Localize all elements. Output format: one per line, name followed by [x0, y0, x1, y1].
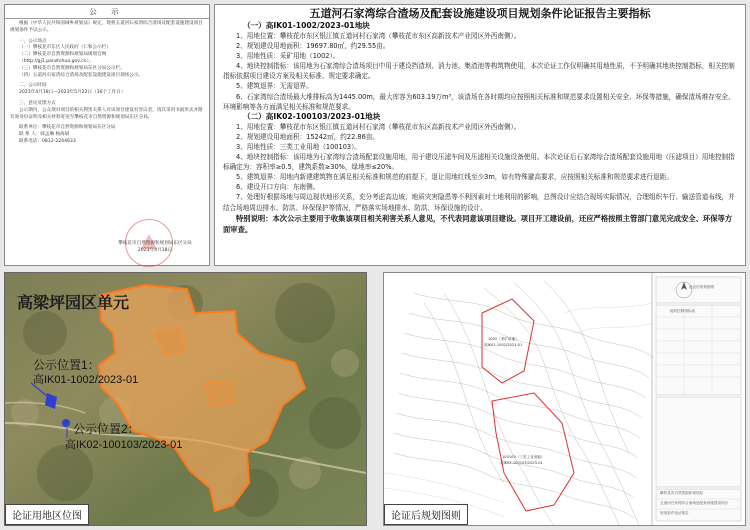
plan-index-table-title: 地块控制指标表 — [670, 309, 696, 313]
parcel-2-label: 100103（三类工业用地） — [502, 455, 545, 459]
report-line: 1、用地位置：攀枝花市东区银江镇五道河村石家湾（攀枝花市东区高新技术产业园区外西南侧）。 — [236, 32, 521, 40]
notice-sign-org: 攀枝花市自然资源和规划局东区分局 — [118, 241, 192, 246]
notice-paragraph: （二）攀枝花市自然资源和规划局规划官网 — [19, 52, 107, 58]
map-area-title: 高梁坪园区单元 — [17, 295, 130, 312]
report-line: 4、地块控制指标：该用地为石家湾综合渣场配套设施用地，用于建设压滤车间及压滤相关设施设备使用。本次论证后石家湾综合渣场配套设施用地（压滤项目）用地控制指标确定为：容积率≥0.5，建筑系数≥30%，绿地率≤20%。 — [223, 153, 735, 172]
notice-paragraph: 公示期内，公众须对项目的相关利害关系人对该项目建设有异议者，请其采用书面形式并附有效身份证明及相关材料寄送至攀枝花市自然资源和规划局东区分局。 — [10, 107, 203, 120]
report-line: 5、建筑退界：用地内新建建筑物在满足相关标准和规范的前提下，退让用地红线至少3m，如有特殊避高要求，应按照相关标准和规范要求进行退距。 — [236, 173, 673, 182]
notice-paragraph: 一、公示场点 — [19, 38, 47, 44]
site-2-label: 公示位置2： — [73, 422, 140, 436]
sub-parcel — [205, 381, 233, 405]
notice-paragraph: 联 系 人：韩孟琳 杨海斌 — [19, 132, 70, 138]
report-line: 7、处理好根据场地与周边现状地形关系，充分考虑高边坡、地质灾害隐患等不利因素对土地利用的影响，总图设计应结合现场实际情况，合理组织车行、输送管道布线，并结合场地周边排水、防洪、环保保护等情况，严格落实场地排水、防洪、环保设施的设计。 — [223, 193, 735, 212]
notice-sign-date: 2023年4月18日 — [137, 247, 173, 253]
report-panel — [214, 4, 746, 266]
parcel-1-label: 1002（采矿用地） — [488, 337, 519, 341]
notice-paragraph: （一）攀枝花市东区人民政府（仁和公示栏） — [19, 45, 111, 51]
site-marker-2 — [62, 419, 70, 427]
notice-signature — [105, 241, 205, 255]
map-caption: 论证用地区位图 — [5, 504, 89, 525]
planning-map-panel — [383, 272, 746, 526]
section-heading: （二）高IK02-100103/2023-01地块 — [243, 111, 381, 121]
report-line: 4、地块控制指标：该用地为石家湾综合渣场项目中用于建设挡渣坝、消力池、集渣池等构筑物使用，本次论证工作仅明确其用地性质，不予明确其地块控制指标，相关控制指标依据项目建设方案及相关标准、规定要求确定。 — [223, 62, 735, 81]
notice-paragraph: 根据《中华人民共和国城乡规划法》规定，现将五道河石家湾综合渣场及配套设施建设项目规划条件予以公示。 — [10, 21, 203, 33]
notice-paragraph: （四）五道河石家湾综合渣场及配套设施建设项目现场公示。 — [19, 72, 144, 78]
site-2-code: 高IK02-100103/2023-01 — [65, 439, 183, 451]
site-1-code: 高IK01-1002/2023-01 — [33, 374, 139, 386]
notice-paragraph: 联系电话：0812-2244633 — [19, 138, 76, 144]
report-line: 3、用地性质：采矿用地（1002）。 — [236, 52, 340, 61]
map-caption: 论证后规划图则 — [384, 504, 468, 525]
parcel-1-code: 高IK01-1002/2023-01 — [484, 343, 523, 347]
report-line: 6、石家湾综合渣场最大堆排标高为1445.00m，最大库容为603.19万m³，该渣场在各时期均应按照相关标准和规范要求设置相关安全、环保等措施，确保渣场堆存安全、环境影响等各方面满足相关标准和规范要求。 — [223, 92, 735, 111]
report-title: 五道河石家湾综合渣场及配套设施建设项目规划条件论证报告主要指标 — [309, 7, 651, 20]
report-line: 2、规划建设用地面积：19697.80㎡，约29.55亩。 — [236, 42, 390, 51]
location-map-panel — [4, 272, 367, 526]
report-line: 6、建设开口方向：东南侧。 — [236, 183, 320, 192]
report-line: 3、用地性质：三类工业用地（100103）。 — [236, 142, 361, 151]
notice-paragraph: （http://gj1.panzhihua.gov.cn）。 — [19, 58, 94, 64]
public-notice-panel — [4, 4, 210, 266]
notice-paragraph: 二、公示时间 — [19, 83, 47, 89]
section-heading: （一）高IK01-1002/2023-01地块 — [243, 21, 370, 30]
plan-report: 规划条件论证报告 — [660, 511, 689, 515]
notice-body — [5, 19, 209, 148]
plan-title-block-name: 论证后规划图则 — [689, 285, 715, 289]
notice-paragraph: 三、意见反馈方式 — [19, 100, 56, 106]
report-line: 1、用地位置：攀枝花市东区银江镇五道河村石家湾（攀枝花市东区高新技术产业园区外西南侧）。 — [236, 122, 521, 131]
parcel-2-code: 高IK02-100103/2023-01 — [500, 461, 543, 465]
notice-title: 公 示 — [5, 5, 209, 19]
site-1-label: 公示位置1： — [33, 358, 100, 372]
report-line: 5、建筑退界：无需退界。 — [236, 82, 313, 91]
report-line: 2、规划建设用地面积：15242㎡，约22.86亩。 — [236, 132, 379, 141]
notice-paragraph: （三）攀枝花市自然资源和规划局东区分局公示栏。 — [19, 65, 125, 71]
plan-org: 攀枝花市自然资源和规划局 — [660, 491, 704, 495]
plan-project: 五道河石家湾综合渣场及配套设施建设项目 — [660, 501, 729, 505]
notice-paragraph: 2023年4月18日—2023年5月22日（36个工作日） — [19, 90, 126, 96]
notice-paragraph: 联系单位：攀枝花市自然资源和规划局东区分局 — [19, 125, 116, 131]
special-note: 特别说明：本次公示主要用于收集该项目相关利害关系人意见，不代表同意该项目建设。项目开工建设前，还应严格按照主管部门意见完成安全、环保等方面审查。 — [223, 213, 733, 234]
